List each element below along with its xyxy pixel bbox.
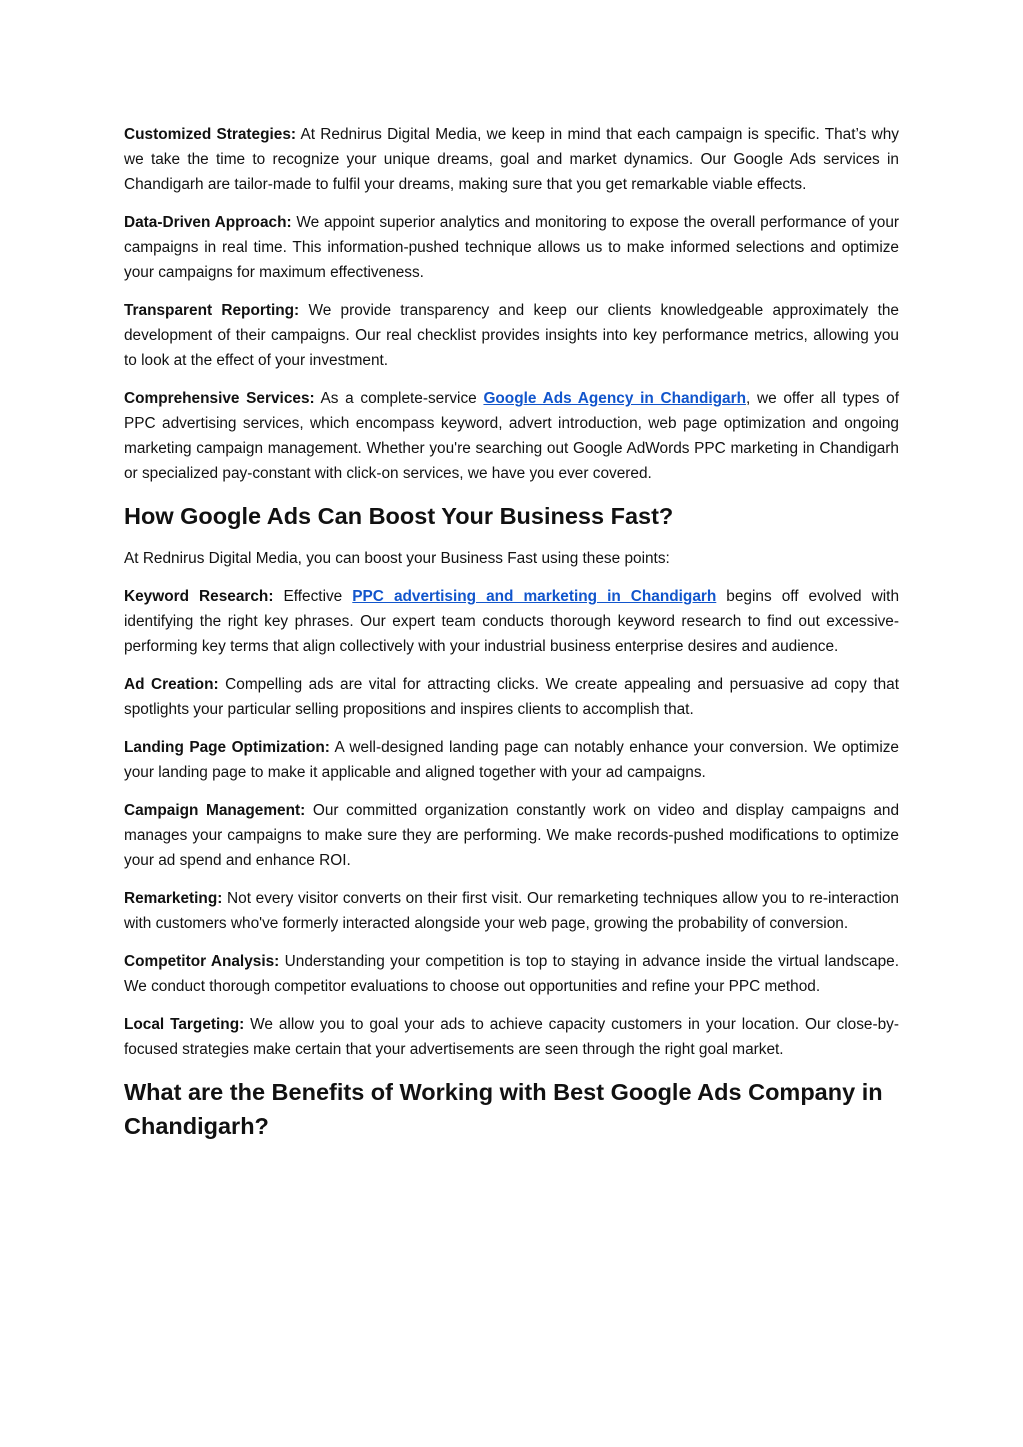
paragraph-text: Not every visitor converts on their first visit. Our remarketing techniques allow you to re-interaction with customers who've formerly interacted alongside your web page, growing the probability of conversion. [124, 890, 899, 932]
data-driven-approach-paragraph [124, 210, 899, 285]
paragraph-term: Ad Creation: [124, 676, 219, 693]
paragraph-text: Compelling ads are vital for attracting clicks. We create appealing and persuasive ad copy that spotlights your particular selling propositions and inspires clients to accomplish that. [124, 676, 899, 718]
paragraph-term: Campaign Management: [124, 802, 306, 819]
paragraph-term: Customized Strategies: [124, 126, 297, 143]
ad-creation-paragraph [124, 672, 899, 722]
google-ads-agency-link[interactable]: Google Ads Agency in Chandigarh [483, 390, 746, 407]
document-body [124, 122, 899, 1156]
transparent-reporting-paragraph [124, 298, 899, 373]
section-heading-boost-business: How Google Ads Can Boost Your Business Fast? [124, 503, 674, 529]
customized-strategies-paragraph [124, 122, 899, 197]
paragraph-term: Competitor Analysis: [124, 953, 280, 970]
ppc-advertising-link[interactable]: PPC advertising and marketing in Chandigarh [352, 588, 717, 605]
paragraph-term: Landing Page Optimization: [124, 739, 330, 756]
paragraph-text: We allow you to goal your ads to achieve capacity customers in your location. Our close-by-focused strategies make certain that your advertisements are seen through the right goal market. [124, 1016, 899, 1058]
paragraph-text: begins off evolved with identifying the right key phrases. Our expert team conducts thorough keyword research to find out excessive-performing key terms that align collectively with your industrial business enterprise desires and audience. [124, 588, 899, 655]
paragraph-text: As a complete-service [314, 390, 484, 407]
paragraph-term: Local Targeting: [124, 1016, 245, 1033]
paragraph-text: A well-designed landing page can notably enhance your conversion. We optimize your landing page to make it applicable and aligned together with your ad campaigns. [124, 739, 899, 781]
paragraph-term: Data-Driven Approach: [124, 214, 292, 231]
section-intro: At Rednirus Digital Media, you can boost your Business Fast using these points: [124, 550, 670, 567]
landing-page-optimization-paragraph [124, 735, 899, 785]
paragraph-term: Transparent Reporting: [124, 302, 300, 319]
paragraph-term: Remarketing: [124, 890, 223, 907]
paragraph-term: Comprehensive Services: [124, 390, 315, 407]
comprehensive-services-paragraph [124, 386, 899, 486]
remarketing-paragraph [124, 886, 899, 936]
paragraph-text: Understanding your competition is top to staying in advance inside the virtual landscape. We conduct thorough competitor evaluations to choose out opportunities and refine your PPC method. [124, 953, 899, 995]
keyword-research-paragraph [124, 584, 899, 659]
paragraph-text: We appoint superior analytics and monitoring to expose the overall performance of your campaigns in real time. This information-pushed technique allows us to make informed selections and optimize your campaigns for maximum effectiveness. [124, 214, 899, 281]
paragraph-text: Our committed organization constantly work on video and display campaigns and manages your campaigns to make sure they are performing. We make records-pushed modifications to optimize your ad spend and enhance ROI. [124, 802, 899, 869]
campaign-management-paragraph [124, 798, 899, 873]
local-targeting-paragraph [124, 1012, 899, 1062]
paragraph-term: Keyword Research: [124, 588, 274, 605]
competitor-analysis-paragraph [124, 949, 899, 999]
section-heading-benefits: What are the Benefits of Working with Best Google Ads Company in Chandigarh? [124, 1079, 883, 1139]
paragraph-text: At Rednirus Digital Media, we keep in mind that each campaign is specific. That’s why we take the time to recognize your unique dreams, goal and market dynamics. Our Google Ads services in Chandigarh are tailor-made to fulfil your dreams, making sure that you get remarkable viable effects. [124, 126, 899, 193]
paragraph-text: Effective [273, 588, 353, 605]
paragraph-text: We provide transparency and keep our clients knowledgeable approximately the development of their campaigns. Our real checklist provides insights into key performance metrics, allowing you to look at the effect of your investment. [124, 302, 899, 369]
paragraph-text: , we offer all types of PPC advertising services, which encompass keyword, advert introduction, web page optimization and ongoing marketing campaign management. Whether you're searching out Google AdWords PPC marketing in Chandigarh or specialized pay-constant with click-on services, we have you ever covered. [124, 390, 899, 482]
